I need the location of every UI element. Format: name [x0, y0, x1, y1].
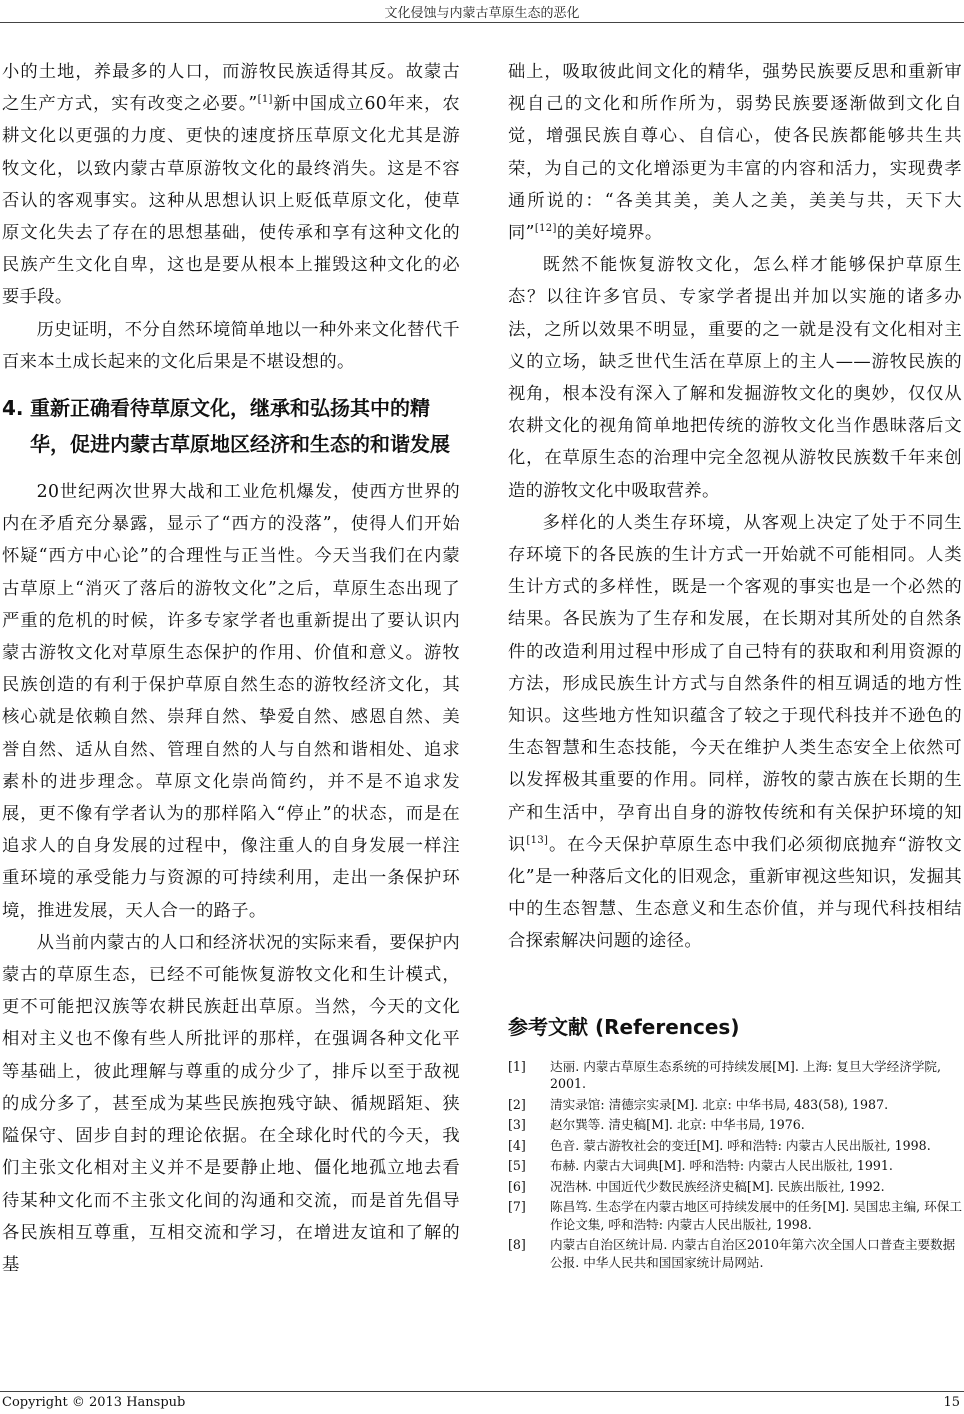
- paragraph-text: 。在今天保护草原生态中我们必须彻底抛弃“游牧文化”是一种落后文化的旧观念，重新审视这些知识，发掘其中的生态智慧、生态意义和生态价值，并与现代科技相结合探索解决问题的途径。: [508, 834, 962, 952]
- reference-item: [508, 1116, 962, 1134]
- paragraph-text: 多样化的人类生存环境，从客观上决定了处于不同生存环境下的各民族的生计方式一开始就不可能相同。人类生计方式的多样性，既是一个客观的事实也是一个必然的结果。各民族为了生存和发展，在长期对其所处的自然条件的改造利用过程中形成了自己特有的获取和利用资源的方法，形成民族生计方式与自然条件的相互调适的地方性知识。这些地方性知识蕴含了较之于现代科技并不逊色的生态智慧和生态技能，今天在维护人类生态安全上依然可以发挥极其重要的作用。同样，游牧的蒙古族在长期的生产和生活中，孕育出自身的游牧传统和有关保护环境的知识: [508, 512, 962, 855]
- reference-number: [3]: [508, 1117, 526, 1133]
- reference-text: 色音. 蒙古游牧社会的变迁[M]. 呼和浩特: 内蒙古人民出版社, 1998.: [550, 1137, 931, 1153]
- reference-item: [508, 1236, 962, 1271]
- citation[interactable]: [12]: [534, 223, 557, 235]
- reference-item: [508, 1198, 962, 1233]
- right-column: [508, 56, 962, 1274]
- reference-number: [2]: [508, 1096, 526, 1112]
- section-number: 4.: [2, 396, 24, 421]
- reference-item: [508, 1137, 962, 1155]
- paragraph: 20世纪两次世界大战和工业危机爆发，使西方世界的内在矛盾充分暴露，显示了“西方的没落”，使得人们开始怀疑“西方中心论”的合理性与正当性。今天当我们在内蒙古草原上“消灭了落后的游牧文化”之后，草原生态出现了严重的危机的时候，许多专家学者也重新提出了要认识内蒙古游牧文化对草原生态保护的作用、价值和意义。游牧民族创造的有利于保护草原自然生态的游牧经济文化，其核心就是依赖自然、崇拜自然、挚爱自然、感恩自然、美誉自然、适从自然、管理自然的人与自然和谐相处、追求素朴的进步理念。草原文化崇尚简约，并不是不追求发展，更不像有学者认为的那样陷入“停止”的状态，而是在追求人的自身发展的过程中，像注重人的自身发展一样注重环境的承受能力与资源的可持续利用，走出一条保护环境，推进发展，天人合一的路子。: [2, 482, 460, 921]
- reference-number: [6]: [508, 1178, 526, 1194]
- reference-number: [7]: [508, 1199, 526, 1215]
- citation[interactable]: [1]: [257, 94, 273, 106]
- reference-number: [1]: [508, 1058, 526, 1074]
- citation[interactable]: [13]: [526, 834, 549, 846]
- reference-item: [508, 1058, 962, 1093]
- reference-number: [4]: [508, 1137, 526, 1153]
- reference-text: 清实录馆: 清德宗实录[M]. 北京: 中华书局, 483(58), 1987.: [550, 1096, 889, 1112]
- reference-item: [508, 1157, 962, 1175]
- reference-text: 陈昌笃. 生态学在内蒙古地区可持续发展中的任务[M]. 吴国忠主编, 环保工作论文集, 呼和浩特: 内蒙古人民出版社, 1998.: [550, 1199, 962, 1232]
- paragraph: [508, 56, 962, 249]
- paragraph-text: 小的土地，养最多的人口，而游牧民族适得其反。故蒙古之生产方式，实有改变之必要。”: [2, 62, 460, 115]
- reference-list: [508, 1058, 962, 1272]
- paragraph-text: 础上，吸取彼此间文化的精华，强势民族要反思和重新审视自己的文化和所作所为，弱势民族要逐渐做到文化自觉，增强民族自尊心、自信心，使各民族都能够共生共荣，为自己的文化增添更为丰富的内容和活力，实现费孝通所说的：“各美其美，美人之美，美美与共，天下大同”: [508, 62, 962, 244]
- references-heading: 参考文献 (References): [508, 1014, 740, 1039]
- reference-text: 内蒙古自治区统计局. 内蒙古自治区2010年第六次全国人口普查主要数据公报. 中华人民共和国国家统计局网站.: [550, 1237, 956, 1270]
- reference-number: [8]: [508, 1237, 526, 1253]
- section-heading: [2, 390, 460, 462]
- reference-number: [5]: [508, 1158, 526, 1174]
- paragraph-text: 新中国成立60年来，农耕文化以更强的力度、更快的速度挤压草原文化尤其是游牧文化，以致内蒙古草原游牧文化的最终消失。这是不容否认的客观事实。这种从思想认识上贬低草原文化，使草原文化失去了存在的思想基础，使传承和享有这种文化的民族产生文化自卑，这也是要从根本上摧毁这种文化的必要手段。: [2, 94, 460, 308]
- copyright-notice: Copyright © 2013 Hanspub: [2, 1395, 186, 1410]
- reference-item: [508, 1096, 962, 1114]
- running-title: 文化侵蚀与内蒙古草原生态的恶化: [384, 6, 580, 21]
- reference-item: [508, 1178, 962, 1196]
- paragraph-text: 的美好境界。: [556, 223, 663, 244]
- paragraph: 既然不能恢复游牧文化，怎么样才能够保护草原生态？以往许多官员、专家学者提出并加以实施的诸多办法，之所以效果不明显，重要的之一就是没有文化相对主义的立场，缺乏世代生活在草原上的主人——游牧民族的视角，根本没有深入了解和发掘游牧文化的奥妙，仅仅从农耕文化的视角简单地把传统的游牧文化当作愚昧落后文化，在草原生态的治理中完全忽视从游牧民族数千年来创造的游牧文化中吸取营养。: [508, 255, 962, 501]
- section-title: 重新正确看待草原文化，继承和弘扬其中的精华，促进内蒙古草原地区经济和生态的和谐发展: [30, 396, 450, 457]
- reference-text: 布赫. 内蒙古大词典[M]. 呼和浩特: 内蒙古人民出版社, 1991.: [550, 1158, 893, 1174]
- reference-text: 赵尔巽等. 清史稿[M]. 北京: 中华书局, 1976.: [550, 1117, 805, 1133]
- left-column: [2, 56, 460, 1281]
- paragraph: 历史证明，不分自然环境简单地以一种外来文化替代千百来本土成长起来的文化后果是不堪设想的。: [2, 319, 460, 372]
- paragraph: 从当前内蒙古的人口和经济状况的实际来看，要保护内蒙古的草原生态，已经不可能恢复游牧文化和生计模式，更不可能把汉族等农耕民族赶出草原。当然，今天的文化相对主义也不像有些人所批评的那样，在强调各种文化平等基础上，彼此理解与尊重的成分少了，排斥以至于敌视的成分多了，甚至成为某些民族抱残守缺、循规蹈矩、狭隘保守、固步自封的理论依据。在全球化时代的今天，我们主张文化相对主义并不是要静止地、僵化地孤立地去看待某种文化而不主张文化间的沟通和交流，而是首先倡导各民族相互尊重，互相交流和学习，在增进友谊和了解的基: [2, 932, 460, 1275]
- header-divider: [0, 22, 964, 23]
- footer-divider: [0, 1391, 964, 1392]
- paragraph: [2, 56, 460, 314]
- paragraph: [508, 507, 962, 958]
- reference-text: 达丽. 内蒙古草原生态系统的可持续发展[M]. 上海: 复旦大学经济学院, 2001.: [550, 1058, 942, 1092]
- page-number: 15: [943, 1395, 960, 1410]
- reference-text: 况浩林. 中国近代少数民族经济史稿[M]. 民族出版社, 1992.: [550, 1178, 885, 1194]
